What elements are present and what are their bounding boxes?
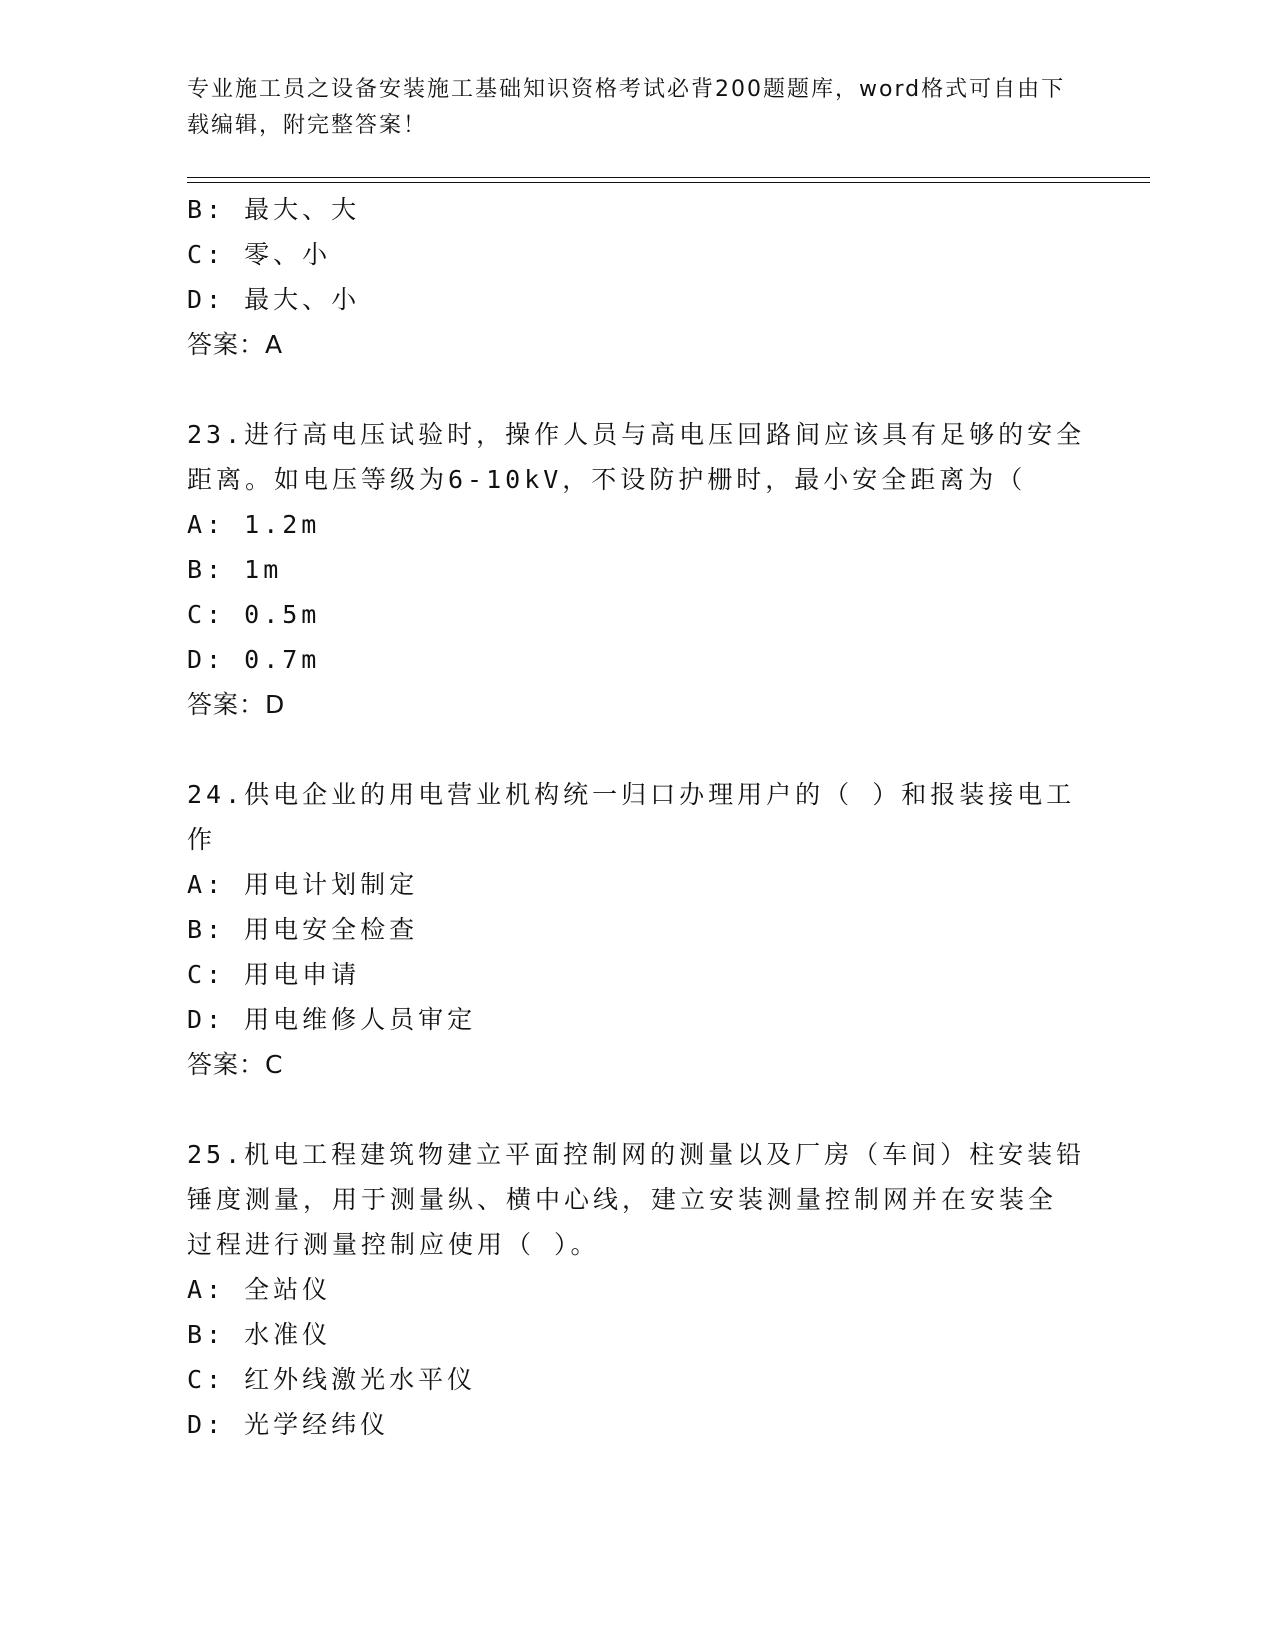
q25-option-b: B: 水准仪 [187, 1320, 332, 1349]
q22-option-b: B: 最大、大 [187, 195, 361, 224]
document-header: 专业施工员之设备安装施工基础知识资格考试必背200题题库，word格式可自由下载编辑，附完整答案！ [187, 77, 1066, 138]
q23-option-d: D: 0.7m [187, 645, 321, 674]
q23-option-b: B: 1m [187, 555, 283, 584]
q25-option-a: A: 全站仪 [187, 1275, 332, 1304]
q24-option-c: C: 用电申请 [187, 960, 361, 989]
header-rule-bottom [187, 182, 1150, 183]
q24-option-b: B: 用电安全检查 [187, 915, 419, 944]
q23-text-line-2: 距离。如电压等级为6-10kV，不设防护栅时，最小安全距离为（ [187, 465, 1027, 494]
q22-option-d: D: 最大、小 [187, 285, 361, 314]
q22-option-c: C: 零、小 [187, 240, 332, 269]
q25-text-line-3: 过程进行测量控制应使用（ ）。 [187, 1230, 600, 1259]
q24-text-line-1: 24.供电企业的用电营业机构统一归口办理用户的（ ）和报装接电工 [187, 780, 1076, 809]
q22-answer: 答案：A [187, 330, 284, 359]
q25-option-d: D: 光学经纬仪 [187, 1410, 390, 1439]
q23-answer: 答案：D [187, 690, 286, 719]
q25-text-line-1: 25.机电工程建筑物建立平面控制网的测量以及厂房（车间）柱安装铅 [187, 1140, 1086, 1169]
q24-text-line-2: 作 [187, 825, 217, 854]
q24-answer: 答案：C [187, 1050, 284, 1079]
q24-option-a: A: 用电计划制定 [187, 870, 419, 899]
q23-option-a: A: 1.2m [187, 510, 321, 539]
q24-option-d: D: 用电维修人员审定 [187, 1005, 477, 1034]
q25-option-c: C: 红外线激光水平仪 [187, 1365, 477, 1394]
q23-option-c: C: 0.5m [187, 600, 321, 629]
header-rule-top [187, 177, 1150, 178]
q25-text-line-2: 锤度测量，用于测量纵、横中心线，建立安装测量控制网并在安装全 [187, 1185, 1058, 1214]
q23-text-line-1: 23.进行高电压试验时，操作人员与高电压回路间应该具有足够的安全 [187, 420, 1086, 449]
